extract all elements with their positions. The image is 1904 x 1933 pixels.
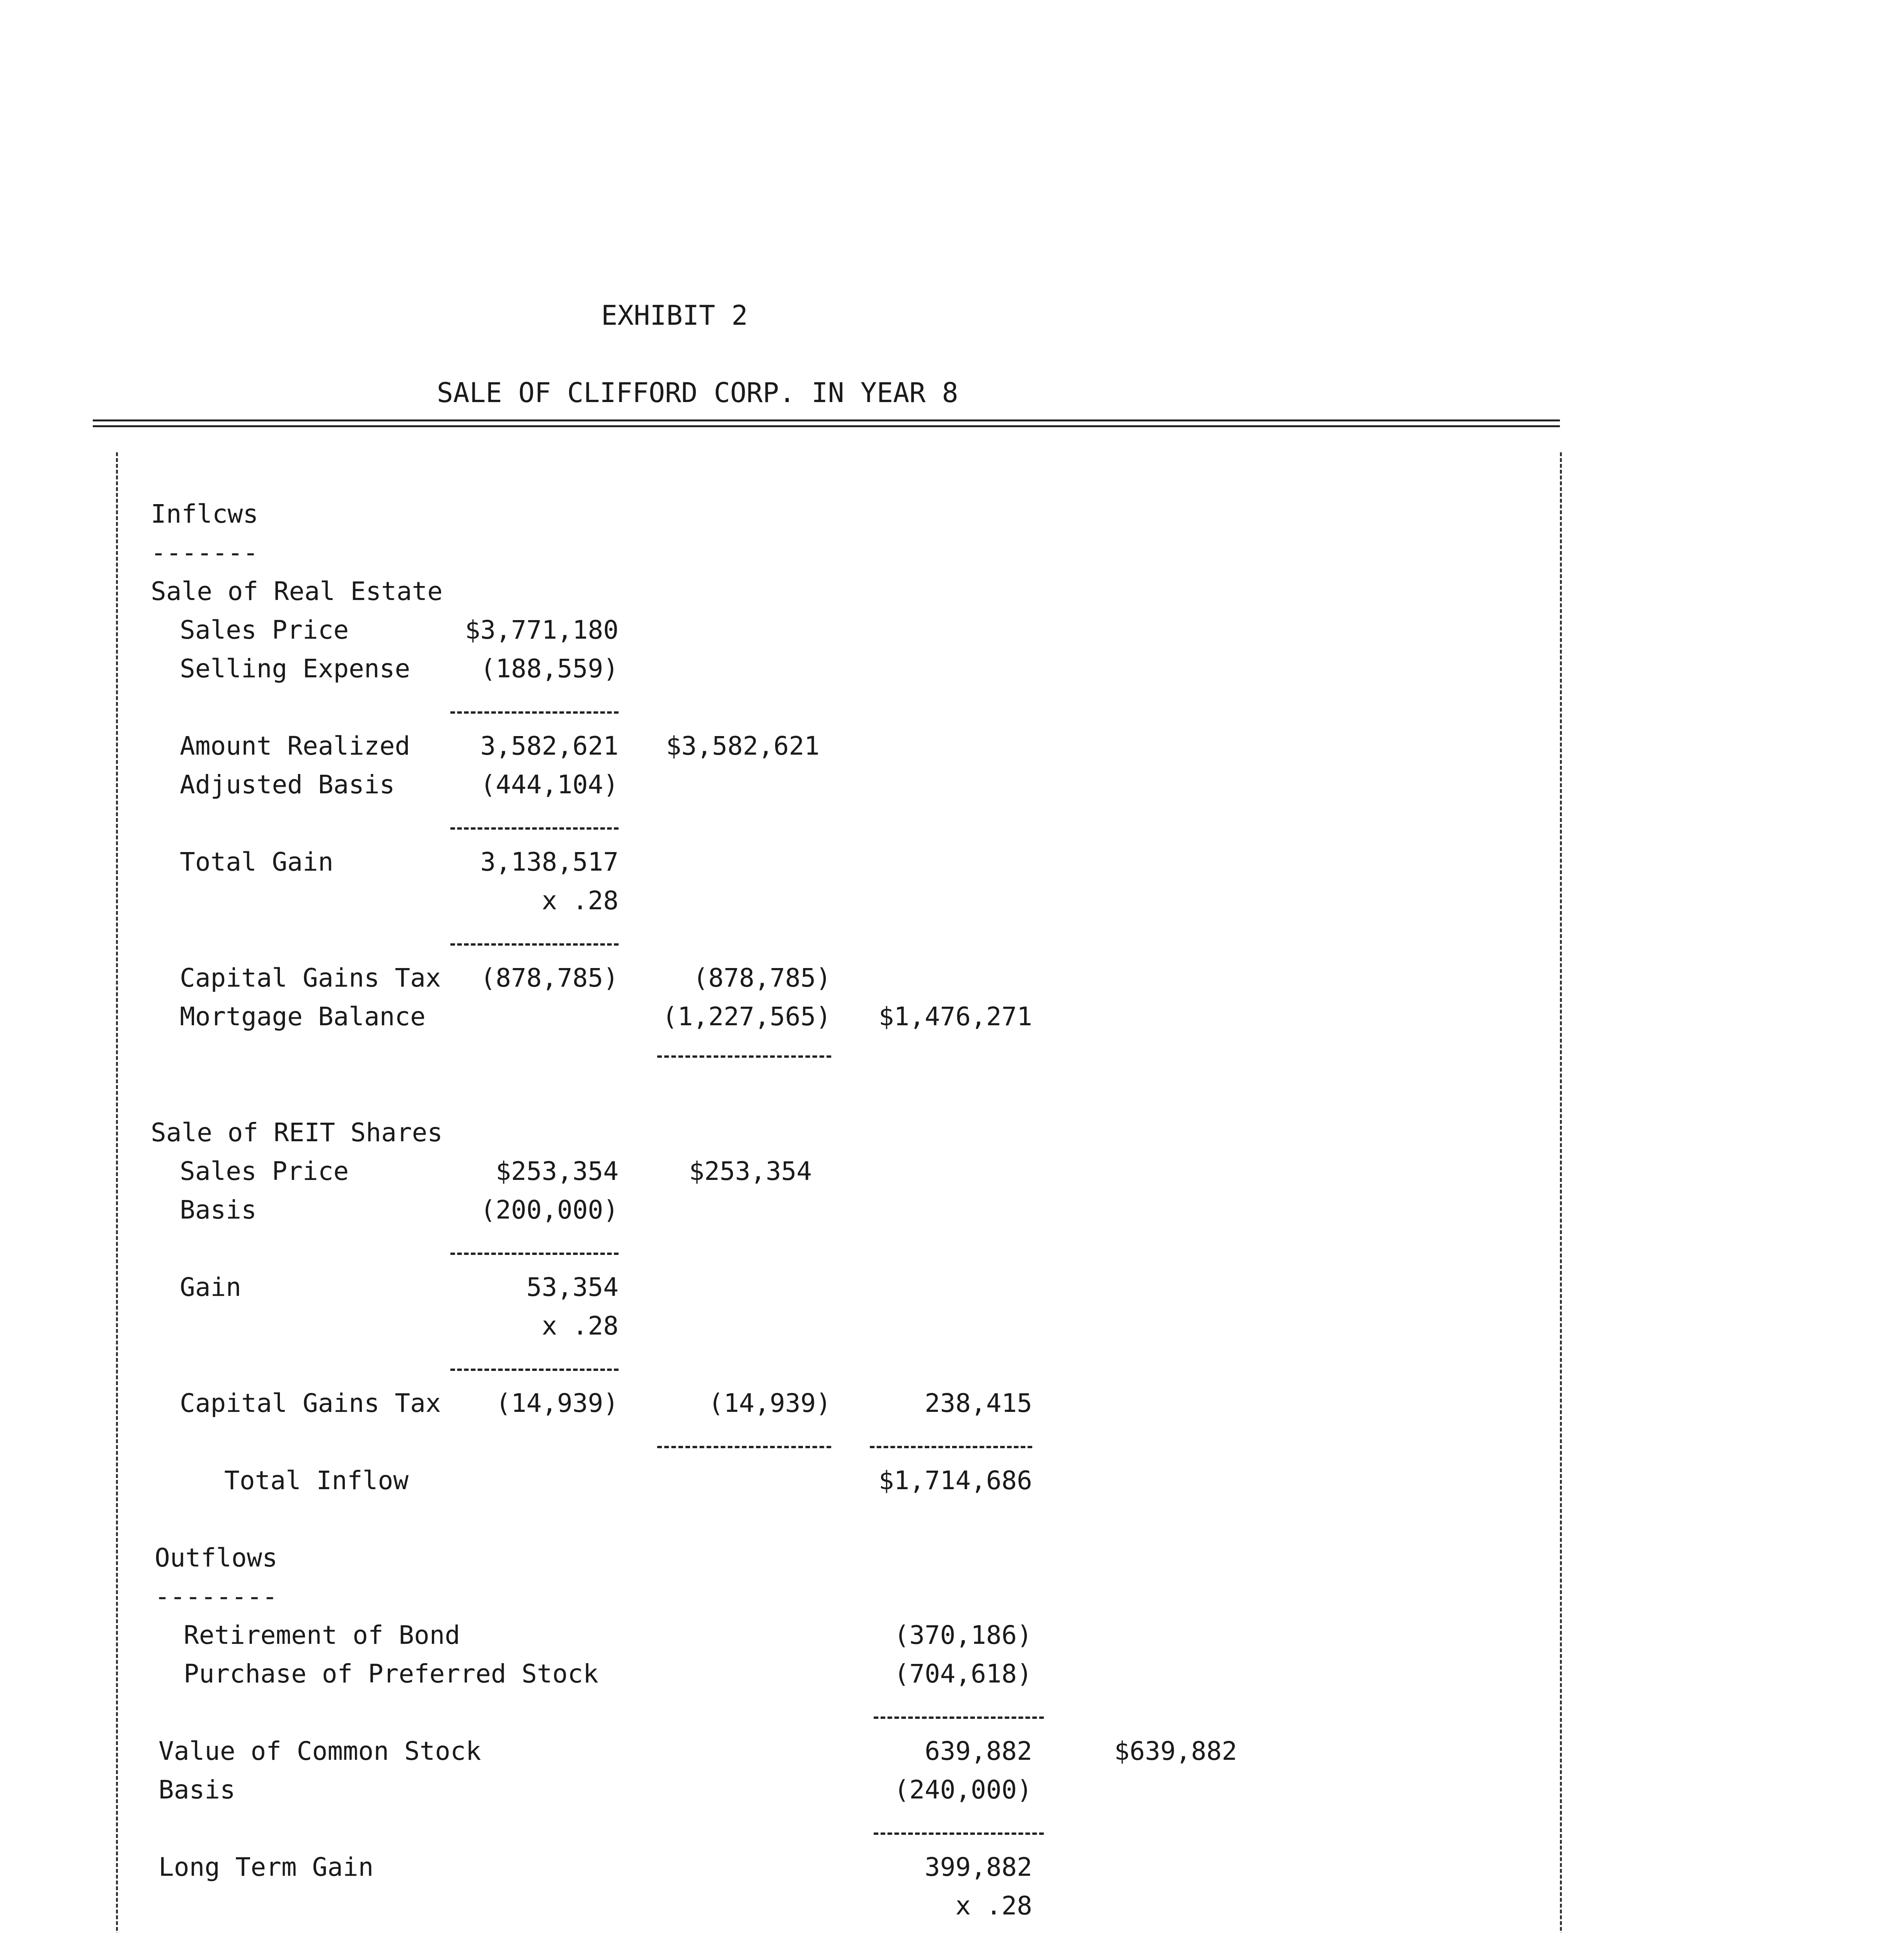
reit-sales-price-label: Sales Price: [180, 1156, 349, 1186]
reit-capital-gains-tax-value-3: 238,415: [924, 1388, 1032, 1418]
re-capital-gains-tax-value: (878,785): [480, 963, 619, 993]
c1-underline: [450, 1369, 619, 1371]
c2-underline: [657, 1446, 831, 1448]
re-total-gain-value: 3,138,517: [480, 847, 619, 877]
reit-sales-price-value: $253,354: [496, 1156, 619, 1186]
inflows-heading-underline: -------: [151, 538, 259, 568]
reit-heading: Sale of REIT Shares: [151, 1118, 443, 1147]
long-term-gain-label: Long Term Gain: [159, 1852, 374, 1882]
c1-underline: [450, 827, 619, 830]
re-amount-realized-value: 3,582,621: [480, 731, 619, 761]
retirement-bond-label: Retirement of Bond: [184, 1620, 460, 1650]
reit-gain-label: Gain: [180, 1272, 241, 1302]
reit-basis-value: (200,000): [480, 1195, 619, 1225]
re-sales-price-label: Sales Price: [180, 615, 349, 645]
c1-underline: [450, 943, 619, 946]
reit-gain-value: 53,354: [526, 1272, 619, 1302]
re-amount-realized-label: Amount Realized: [180, 731, 411, 761]
reit-rate: x .28: [542, 1311, 619, 1341]
real-estate-heading: Sale of Real Estate: [151, 576, 443, 606]
outflow-basis-label: Basis: [159, 1775, 235, 1805]
re-capital-gains-tax-label: Capital Gains Tax: [180, 963, 441, 993]
value-common-value-2: $639,882: [1114, 1736, 1237, 1766]
re-mortgage-balance-label: Mortgage Balance: [180, 1002, 426, 1031]
re-amount-realized-value-2: $3,582,621: [666, 731, 820, 761]
reit-capital-gains-tax-label: Capital Gains Tax: [180, 1388, 441, 1418]
c2-underline: [657, 1055, 831, 1058]
exhibit-subtitle: SALE OF CLIFFORD CORP. IN YEAR 8: [437, 377, 958, 409]
re-selling-expense-label: Selling Expense: [180, 654, 411, 684]
re-sales-price-value: $3,771,180: [465, 615, 619, 645]
re-adjusted-basis-label: Adjusted Basis: [180, 770, 395, 799]
total-inflow-value: $1,714,686: [878, 1466, 1032, 1495]
c3-underline: [874, 1717, 1044, 1719]
purchase-preferred-value: (704,618): [894, 1659, 1032, 1689]
total-inflow-label: Total Inflow: [224, 1466, 409, 1495]
c3-underline: [870, 1446, 1032, 1448]
re-total-gain-label: Total Gain: [180, 847, 334, 877]
re-mortgage-balance-value-2: (1,227,565): [662, 1002, 831, 1031]
re-mortgage-balance-value-3: $1,476,271: [878, 1002, 1032, 1031]
re-adjusted-basis-value: (444,104): [480, 770, 619, 799]
outflows-heading: Outflows: [155, 1543, 278, 1573]
re-rate: x .28: [542, 886, 619, 915]
outflows-heading-underline: --------: [155, 1582, 278, 1611]
right-border: [1560, 452, 1562, 1933]
c1-underline: [450, 1253, 619, 1255]
reit-capital-gains-tax-value: (14,939): [496, 1388, 619, 1418]
re-capital-gains-tax-value-2: (878,785): [693, 963, 831, 993]
long-term-gain-rate: x .28: [955, 1891, 1032, 1921]
exhibit-label: EXHIBIT 2: [601, 300, 748, 331]
c1-underline: [450, 711, 619, 714]
value-common-value: 639,882: [924, 1736, 1032, 1766]
reit-capital-gains-tax-value-2: (14,939): [708, 1388, 831, 1418]
c3-underline: [874, 1832, 1044, 1835]
outflow-basis-value: (240,000): [894, 1775, 1032, 1805]
purchase-preferred-label: Purchase of Preferred Stock: [184, 1659, 598, 1689]
left-border: [116, 452, 118, 1933]
top-rule: [93, 419, 1560, 427]
inflows-heading: Inflcws: [151, 499, 259, 529]
reit-basis-label: Basis: [180, 1195, 257, 1225]
re-selling-expense-value: (188,559): [480, 654, 619, 684]
reit-sales-price-value-2: $253,354: [689, 1156, 812, 1186]
long-term-gain-value: 399,882: [924, 1852, 1032, 1882]
value-common-label: Value of Common Stock: [159, 1736, 481, 1766]
retirement-bond-value: (370,186): [894, 1620, 1032, 1650]
